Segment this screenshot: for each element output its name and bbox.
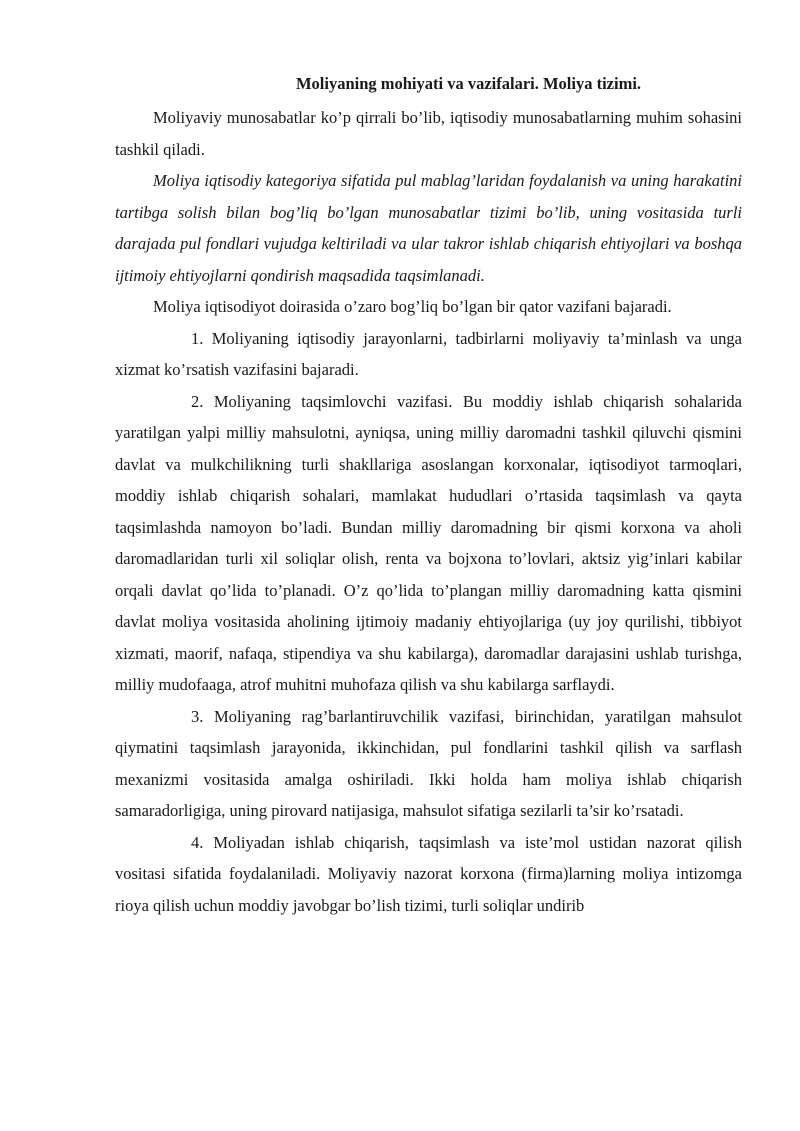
list-item-text: Moliyadan ishlab chiqarish, taqsimlash va iste’mol ustidan nazorat qilish vositasi sifatida foydalaniladi. Moliyaviy nazorat korxona (firma)larning moliya intizomga rioya qilish uchun moddiy javobgar bo’lish tizimi, turli soliqlar undirib [115,832,742,915]
list-item-text: Moliyaning rag’barlantiruvchilik vazifasi, birinchidan, yaratilgan mahsulot qiymatini taqsimlash jarayonida, ikkinchidan, pul fondlarini tashkil qilish va sarflash mexanizmi vositasida amalga oshiriladi. Ikki holda ham moliya ishlab chiqarish samaradorligiga, uning pirovard natijasiga, mahsulot sifatiga sezilarli ta’sir ko’rsatadi. [115,706,742,820]
list-item-number: 1. [191,328,204,348]
paragraph-definition: Moliya iqtisodiy kategoriya sifatida pul mablag’laridan foydalanish va uning harakatini tartibga solish bilan bog’liq bo’lgan munosabatlar tizimi bo’lib, uning vositasida turli darajada pul fondlari vujudga keltiriladi va ular takror ishlab chiqarish ehtiyojlari va boshqa ijtimoiy ehtiyojlarni qondirish maqsadida taqsimlanadi. [115,171,742,285]
list-item-number: 4. [191,832,204,852]
list-item-1 [115,323,742,386]
list-item-4 [115,827,742,922]
paragraph-intro: Moliyaviy munosabatlar ko’p qirrali bo’lib, iqtisodiy munosabatlarning muhim sohasini tashkil qiladi. [115,108,742,159]
list-item-3 [115,701,742,827]
document-page [115,72,742,921]
list-item-2 [115,386,742,701]
document-title: Moliyaning mohiyati va vazifalari. Moliya tizimi. [295,74,642,93]
list-item-number: 3. [191,706,204,726]
paragraph-functions-intro: Moliya iqtisodiyot doirasida o’zaro bog’liq bo’lgan bir qator vazifani bajaradi. [153,297,672,316]
list-item-number: 2. [191,391,204,411]
list-item-text: Moliyaning iqtisodiy jarayonlarni, tadbirlarni moliyaviy ta’minlash va unga xizmat ko’rsatish vazifasini bajaradi. [115,328,742,379]
list-item-text: Moliyaning taqsimlovchi vazifasi. Bu moddiy ishlab chiqarish sohalarida yaratilgan yalpi milliy mahsulotni, ayniqsa, uning milliy daromadni tashkil qiluvchi qismini davlat va mulkchilikning turli shakllariga asoslangan korxonalar, iqtisodiyot tarmoqlari, moddiy ishlab chiqarish sohalari, mamlakat hududlari o’rtasida taqsimlash va qayta taqsimlashda namoyon bo’ladi. Bundan milliy daromadning bir qismi korxona va aholi daromadlaridan turli xil soliqlar olish, renta va bojxona to’lovlari, aktsiz yig’inlari kabilar orqali davlat qo’lida to’planadi. O’z qo’lida to’plangan milliy daromadning katta qismini davlat moliya vositasida aholining ijtimoiy madaniy ehtiyojlariga (uy joy qurilishi, tibbiyot xizmati, maorif, nafaqa, stipendiya va shu kabilarga), daromadlar darajasini ushlab turishga, milliy mudofaaga, atrof muhitni muhofaza qilish va shu kabilarga sarflaydi. [115,391,742,694]
